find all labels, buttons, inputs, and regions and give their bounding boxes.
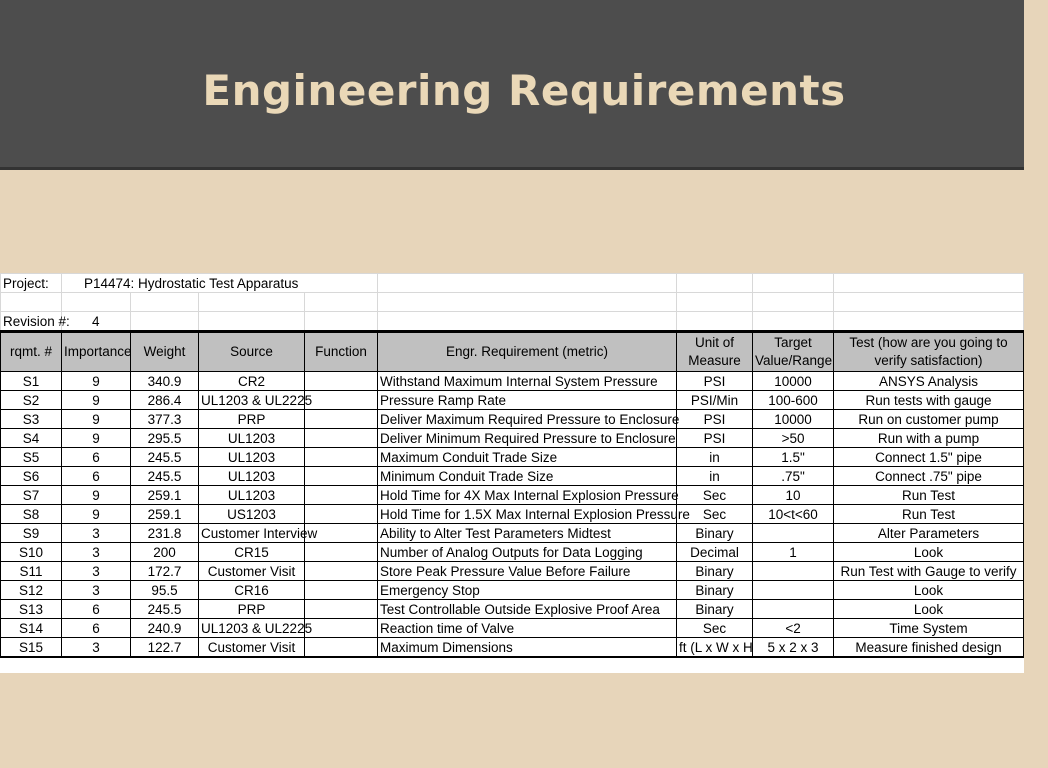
cell-unit: Binary (677, 562, 753, 581)
cell-function (305, 448, 378, 467)
header-importance: Importance (62, 332, 131, 372)
cell-unit: PSI (677, 410, 753, 429)
cell-weight: 172.7 (131, 562, 199, 581)
cell-weight: 259.1 (131, 505, 199, 524)
cell-rqmt: S4 (1, 429, 62, 448)
cell-function (305, 638, 378, 658)
cell-weight: 259.1 (131, 486, 199, 505)
cell-test: Look (834, 543, 1024, 562)
cell-engr-requirement: Pressure Ramp Rate (378, 391, 677, 410)
cell-unit: Binary (677, 581, 753, 600)
project-value: P14474: Hydrostatic Test Apparatus (62, 274, 378, 293)
table-row (1, 410, 1024, 429)
cell-test: Connect .75" pipe (834, 467, 1024, 486)
revision-value: 4 (62, 312, 131, 332)
cell-function (305, 429, 378, 448)
table-row (1, 505, 1024, 524)
cell-unit: PSI/Min (677, 391, 753, 410)
cell-importance: 3 (62, 638, 131, 658)
cell-source: Customer Visit (199, 562, 305, 581)
cell-source: CR15 (199, 543, 305, 562)
cell-test: Alter Parameters (834, 524, 1024, 543)
cell-target: 10<t<60 (753, 505, 834, 524)
header-weight: Weight (131, 332, 199, 372)
cell-unit: in (677, 448, 753, 467)
cell-unit: Sec (677, 486, 753, 505)
cell-target (753, 524, 834, 543)
cell-source: UL1203 (199, 448, 305, 467)
cell-unit: Decimal (677, 543, 753, 562)
cell-importance: 9 (62, 486, 131, 505)
header-test: Test (how are you going to verify satisfaction) (834, 332, 1024, 372)
cell-test: Connect 1.5" pipe (834, 448, 1024, 467)
title-bar (0, 0, 1024, 170)
cell-test: Run Test with Gauge to verify (834, 562, 1024, 581)
header-source: Source (199, 332, 305, 372)
cell-rqmt: S9 (1, 524, 62, 543)
cell-test: Run Test (834, 486, 1024, 505)
cell-unit: PSI (677, 372, 753, 391)
requirements-table (0, 273, 1024, 658)
cell-target: 100-600 (753, 391, 834, 410)
cell-source: CR16 (199, 581, 305, 600)
cell-unit: Sec (677, 505, 753, 524)
header-unit: Unit of Measure (677, 332, 753, 372)
spreadsheet (0, 273, 1024, 673)
table-row (1, 638, 1024, 658)
cell-weight: 245.5 (131, 600, 199, 619)
cell-target: .75" (753, 467, 834, 486)
cell-weight: 95.5 (131, 581, 199, 600)
cell-target: >50 (753, 429, 834, 448)
cell-engr-requirement: Reaction time of Valve (378, 619, 677, 638)
cell-unit: ft (L x W x H (677, 638, 753, 658)
cell-engr-requirement: Emergency Stop (378, 581, 677, 600)
cell-rqmt: S6 (1, 467, 62, 486)
cell-source: UL1203 & UL2225 (199, 619, 305, 638)
cell-unit: PSI (677, 429, 753, 448)
cell-source: Customer Interview (199, 524, 305, 543)
cell-weight: 286.4 (131, 391, 199, 410)
table-row (1, 391, 1024, 410)
cell-test: Measure finished design (834, 638, 1024, 658)
cell-source: PRP (199, 600, 305, 619)
cell-target: 1.5" (753, 448, 834, 467)
header-function: Function (305, 332, 378, 372)
cell-test: Run with a pump (834, 429, 1024, 448)
table-row (1, 600, 1024, 619)
cell-function (305, 410, 378, 429)
cell-target (753, 581, 834, 600)
cell-weight: 340.9 (131, 372, 199, 391)
cell-source: UL1203 (199, 429, 305, 448)
cell-engr-requirement: Store Peak Pressure Value Before Failure (378, 562, 677, 581)
header-rqmt: rqmt. # (1, 332, 62, 372)
cell-importance: 9 (62, 429, 131, 448)
cell-engr-requirement: Maximum Conduit Trade Size (378, 448, 677, 467)
cell-target (753, 562, 834, 581)
cell-test: Look (834, 581, 1024, 600)
cell-importance: 3 (62, 543, 131, 562)
cell-rqmt: S8 (1, 505, 62, 524)
table-row (1, 429, 1024, 448)
cell-target: 10000 (753, 372, 834, 391)
cell-unit: Sec (677, 619, 753, 638)
cell-importance: 9 (62, 505, 131, 524)
cell-target: 10 (753, 486, 834, 505)
cell-unit: Binary (677, 600, 753, 619)
cell-function (305, 486, 378, 505)
revision-row (1, 312, 1024, 332)
table-row (1, 562, 1024, 581)
cell-rqmt: S1 (1, 372, 62, 391)
cell-target: <2 (753, 619, 834, 638)
cell-importance: 3 (62, 524, 131, 543)
cell-engr-requirement: Minimum Conduit Trade Size (378, 467, 677, 486)
cell-rqmt: S15 (1, 638, 62, 658)
cell-rqmt: S13 (1, 600, 62, 619)
cell-function (305, 372, 378, 391)
cell-importance: 3 (62, 562, 131, 581)
cell-weight: 200 (131, 543, 199, 562)
table-row (1, 467, 1024, 486)
cell-engr-requirement: Hold Time for 1.5X Max Internal Explosion Pressure (378, 505, 677, 524)
cell-rqmt: S14 (1, 619, 62, 638)
cell-weight: 245.5 (131, 448, 199, 467)
project-row (1, 274, 1024, 293)
cell-rqmt: S2 (1, 391, 62, 410)
cell-source: US1203 (199, 505, 305, 524)
cell-function (305, 581, 378, 600)
cell-function (305, 391, 378, 410)
revision-label: Revision #: (1, 312, 62, 332)
cell-function (305, 505, 378, 524)
slide-title: Engineering Requirements (202, 66, 846, 115)
cell-rqmt: S5 (1, 448, 62, 467)
cell-target: 1 (753, 543, 834, 562)
table-row (1, 543, 1024, 562)
cell-function (305, 600, 378, 619)
cell-importance: 9 (62, 410, 131, 429)
cell-test: ANSYS Analysis (834, 372, 1024, 391)
header-engr-requirement: Engr. Requirement (metric) (378, 332, 677, 372)
cell-engr-requirement: Number of Analog Outputs for Data Logging (378, 543, 677, 562)
cell-importance: 9 (62, 391, 131, 410)
table-row (1, 619, 1024, 638)
cell-test: Run tests with gauge (834, 391, 1024, 410)
cell-test: Run Test (834, 505, 1024, 524)
cell-weight: 377.3 (131, 410, 199, 429)
cell-source: UL1203 (199, 486, 305, 505)
cell-source: Customer Visit (199, 638, 305, 658)
cell-importance: 6 (62, 467, 131, 486)
cell-function (305, 619, 378, 638)
cell-function (305, 562, 378, 581)
cell-engr-requirement: Hold Time for 4X Max Internal Explosion Pressure (378, 486, 677, 505)
table-header (1, 332, 1024, 372)
cell-rqmt: S11 (1, 562, 62, 581)
cell-target: 10000 (753, 410, 834, 429)
cell-test: Time System (834, 619, 1024, 638)
cell-weight: 122.7 (131, 638, 199, 658)
cell-test: Look (834, 600, 1024, 619)
blank-row (1, 293, 1024, 312)
cell-rqmt: S10 (1, 543, 62, 562)
cell-rqmt: S3 (1, 410, 62, 429)
cell-importance: 6 (62, 619, 131, 638)
table-row (1, 524, 1024, 543)
cell-rqmt: S7 (1, 486, 62, 505)
cell-function (305, 467, 378, 486)
cell-weight: 231.8 (131, 524, 199, 543)
cell-weight: 245.5 (131, 467, 199, 486)
table-body (1, 372, 1024, 658)
table-row (1, 581, 1024, 600)
cell-rqmt: S12 (1, 581, 62, 600)
cell-engr-requirement: Ability to Alter Test Parameters Midtest (378, 524, 677, 543)
table-row (1, 486, 1024, 505)
cell-target: 5 x 2 x 3 (753, 638, 834, 658)
cell-engr-requirement: Test Controllable Outside Explosive Proof Area (378, 600, 677, 619)
cell-weight: 240.9 (131, 619, 199, 638)
cell-weight: 295.5 (131, 429, 199, 448)
cell-unit: in (677, 467, 753, 486)
cell-importance: 6 (62, 600, 131, 619)
cell-target (753, 600, 834, 619)
cell-importance: 6 (62, 448, 131, 467)
cell-engr-requirement: Deliver Maximum Required Pressure to Enclosure (378, 410, 677, 429)
cell-source: PRP (199, 410, 305, 429)
cell-source: CR2 (199, 372, 305, 391)
table-row (1, 372, 1024, 391)
cell-engr-requirement: Withstand Maximum Internal System Pressure (378, 372, 677, 391)
cell-importance: 3 (62, 581, 131, 600)
cell-unit: Binary (677, 524, 753, 543)
cell-test: Run on customer pump (834, 410, 1024, 429)
cell-source: UL1203 & UL2225 (199, 391, 305, 410)
header-target: Target Value/Range (753, 332, 834, 372)
cell-engr-requirement: Deliver Minimum Required Pressure to Enclosure (378, 429, 677, 448)
cell-importance: 9 (62, 372, 131, 391)
project-label: Project: (1, 274, 62, 293)
cell-engr-requirement: Maximum Dimensions (378, 638, 677, 658)
cell-function (305, 543, 378, 562)
cell-source: UL1203 (199, 467, 305, 486)
table-row (1, 448, 1024, 467)
